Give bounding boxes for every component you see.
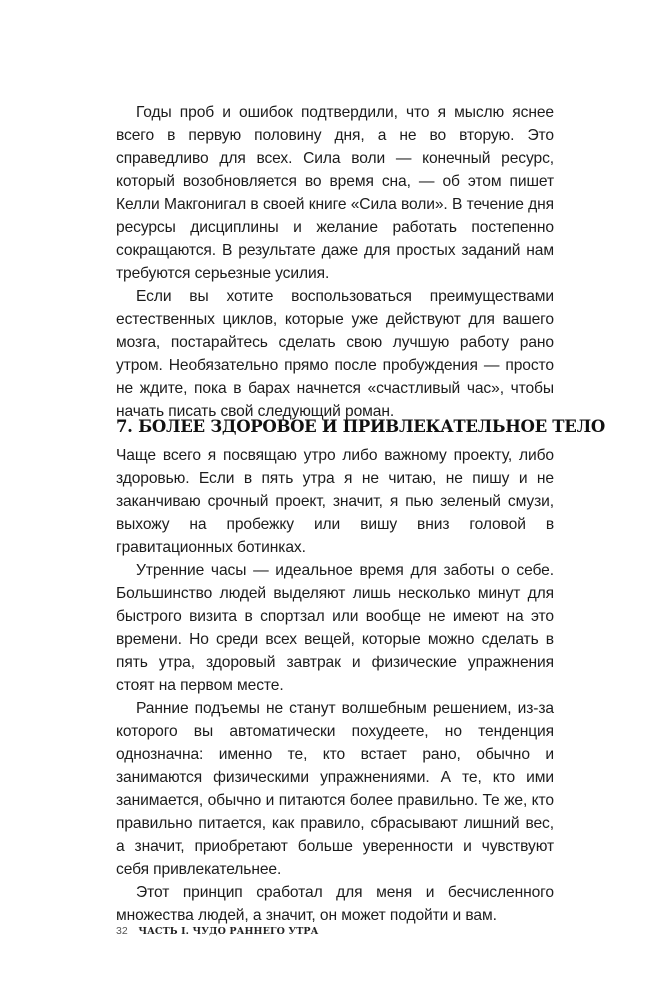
text-block-intro <box>116 101 554 423</box>
paragraph: Утренние часы — идеальное время для заботы о себе. Большинство людей выделяют лишь несколько минут для быстрого визита в спортзал или вообще не имеют на это времени. Но среди всех вещей, которые можно сделать в пять утра, здоровый завтрак и физические упражнения стоят на первом месте. <box>116 562 554 694</box>
paragraph: Ранние подъемы не станут волшебным решением, из-за которого вы автоматически похудеете, но тенденция однозначна: именно те, кто встает рано, обычно и занимаются физическими упражнениями. А те, кто ими занимается, обычно и питаются более правильно. Те же, кто правильно питается, как правило, сбрасывают лишний вес, а значит, приобретают больше уверенности и чувствуют себя привлекательнее. <box>116 700 554 878</box>
paragraph: Если вы хотите воспользоваться преимуществами естественных циклов, которые уже действуют для вашего мозга, постарайтесь сделать свою лучшую работу рано утром. Необязательно прямо после пробуждения — просто не ждите, пока в барах начнется «счастливый час», чтобы начать писать свой следующий роман. <box>116 288 554 420</box>
page-number: 32 <box>116 925 128 937</box>
paragraph: Чаще всего я посвящаю утро либо важному проекту, либо здоровью. Если в пять утра я не читаю, не пишу и не заканчиваю срочный проект, значит, я пью зеленый смузи, выхожу на пробежку или вишу вниз головой в гравитационных ботинках. <box>116 447 554 556</box>
text-block-section-7 <box>116 444 554 927</box>
paragraph: Годы проб и ошибок подтвердили, что я мыслю яснее всего в первую половину дня, а не во вторую. Это справедливо для всех. Сила воли — конечный ресурс, который возобновляется во время сна, — об этом пишет Келли Макгонигал в своей книге «Сила воли». В течение дня ресурсы дисциплины и желание работать постепенно сокращаются. В результате даже для простых заданий нам требуются серьезные усилия. <box>116 104 554 282</box>
running-head: ЧАСТЬ I. ЧУДО РАННЕГО УТРА <box>138 926 319 937</box>
paragraph: Этот принцип сработал для меня и бесчисленного множества людей, а значит, он может подойти и вам. <box>116 884 554 924</box>
section-heading: 7. БОЛЕЕ ЗДОРОВОЕ И ПРИВЛЕКАТЕЛЬНОЕ ТЕЛО <box>116 417 605 436</box>
page-footer <box>116 924 318 938</box>
